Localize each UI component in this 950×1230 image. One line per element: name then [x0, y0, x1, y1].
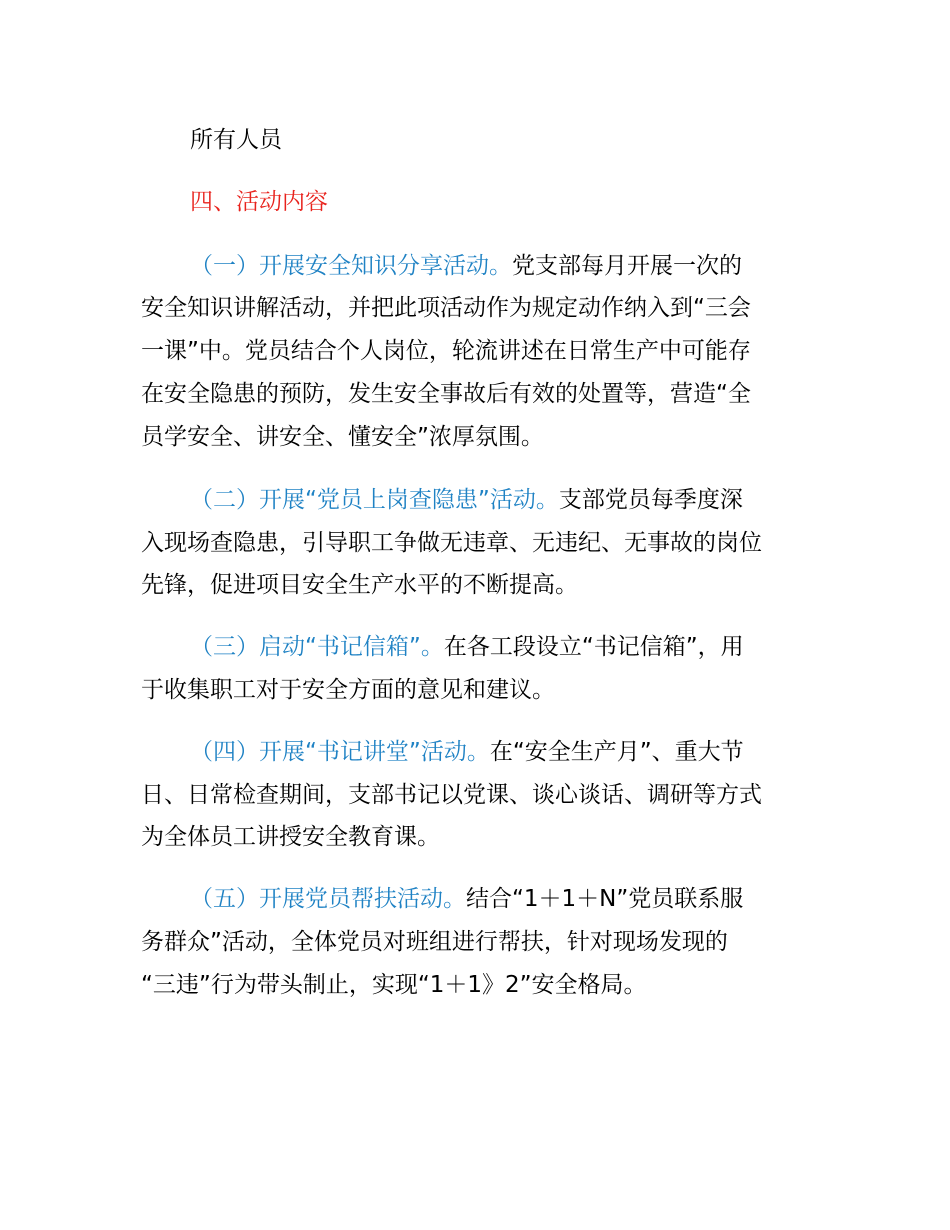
paragraph-1-line: 一课”中。党员结合个人岗位，轮流讲述在日常生产中可能存	[141, 338, 751, 364]
paragraph-3-line: 于收集职工对于安全方面的意见和建议。	[141, 677, 555, 703]
paragraph-3-first-line	[190, 632, 744, 662]
paragraph-4-line: 日、日常检查期间，支部书记以党课、谈心谈话、调研等方式	[141, 782, 762, 808]
paragraph-1-first-line	[190, 251, 742, 281]
paragraph-1-text: 党支部每月开展一次的	[512, 253, 742, 279]
intro-text: 所有人员	[190, 127, 282, 153]
paragraph-4-title: （四）开展“书记讲堂”活动。	[190, 739, 490, 765]
paragraph-2-line: 入现场查隐患，引导职工争做无违章、无违纪、无事故的岗位	[141, 530, 762, 556]
paragraph-4-line: 为全体员工讲授安全教育课。	[141, 824, 440, 850]
paragraph-4-text: 在“安全生产月”、重大节	[489, 739, 744, 765]
paragraph-1-title: （一）开展安全知识分享活动。	[190, 253, 512, 279]
paragraph-4-first-line	[190, 737, 744, 767]
paragraph-1-line: 员学安全、讲安全、懂安全”浓厚氛围。	[141, 424, 544, 450]
paragraph-3-title: （三）启动“书记信箱”。	[190, 634, 444, 660]
paragraph-5-title: （五）开展党员帮扶活动。	[190, 886, 466, 912]
paragraph-5-line: “三违”行为带头制止，实现“1＋1》2”安全格局。	[141, 972, 647, 998]
section-heading: 四、活动内容	[190, 189, 328, 215]
paragraph-3-text: 在各工段设立“书记信箱”，用	[443, 634, 744, 660]
paragraph-5-line: 务群众”活动，全体党员对班组进行帮扶，针对现场发现的	[141, 929, 728, 955]
paragraph-2-title: （二）开展“党员上岗查隐患”活动。	[190, 487, 559, 513]
paragraph-5-text: 结合“1＋1＋N”党员联系服	[466, 886, 744, 912]
paragraph-5-first-line	[190, 884, 743, 914]
paragraph-2-line: 先锋，促进项目安全生产水平的不断提高。	[141, 572, 578, 598]
paragraph-1-line: 在安全隐患的预防，发生安全事故后有效的处置等，营造“全	[141, 381, 751, 407]
paragraph-1-line: 安全知识讲解活动，并把此项活动作为规定动作纳入到“三会	[141, 295, 751, 321]
paragraph-2-first-line	[190, 485, 743, 515]
paragraph-2-text: 支部党员每季度深	[558, 487, 743, 513]
